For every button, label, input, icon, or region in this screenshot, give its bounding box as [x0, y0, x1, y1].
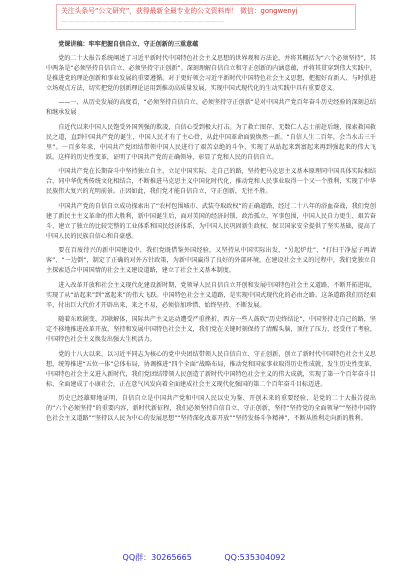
- paragraph: 自近代以来中国人民饱受外国列强的欺凌，自信心受到极大打击。为了救亡图存，无数仁人志士前赴后继，探索救国救民之道，直到中国共产党的诞生，中国人民才有了主心骨，从此中国革命面貌焕然一新。“自信人生二百年，会当水击三千里”。一百多年来，中国共产党团结带领中国人民进行了艰苦卓绝的斗争，实现了从站起来到富起来再到强起来的伟大飞跃。这样的历史性变革，证明了中国共产党的正确领导，彰显了党和人民的自信自立。: [46, 123, 376, 161]
- paragraph: 要在百废待兴的新中国建设中，我们党既借鉴外国经验，又坚持从中国实际出发，“另起炉灶”、“打扫干净屋子再请客”、“一边倒”，制定了正确的对外方针政策，为新中国赢得了良好的外部环境，在建设社会主义的过程中，我们党独立自主探索适合中国国情的社会主义建设道路，建立了社会主义基本制度。: [46, 247, 376, 275]
- document-title: 党课讲稿：牢牢把握自信自立、守正创新的三重意蕴: [58, 41, 199, 48]
- banner-rule: ————————————————————————: [61, 18, 225, 26]
- paragraph: 党的二十大报告系统阐述了习近平新时代中国特色社会主义思想的世界观和方法论，并将其概括为“六个必须坚持”，其中两条是“必须坚持自信自立、必须坚持守正创新”。深刻理解自信自立和守正创新的内涵意蕴，并将其贯穿到伟大实践中，是推进党的理论创新和事业发展的重要遵循。对于更好领会习近平新时代中国特色社会主义思想，把握好育新人、与时俱进立场观点方法，切实把党的创新理论运用到推动高质量发展、实现中国式现代化的生动实践中具有重要意义。: [46, 54, 376, 92]
- paragraph: 随着东欧剧变、苏联解体，国际共产主义运动遭受严重挫折，西方一些人鼓吹“历史终结论”，中国坚持走自己的路，坚定不移地推进改革开放，坚持和发展中国特色社会主义，我们党在关键时刻保持了清醒头脑，顶住了压力，经受住了考验，中国特色社会主义焕发出强大生机活力。: [46, 316, 376, 344]
- footer-contact: [0, 552, 408, 563]
- paragraph: 党的十八大以来，以习近平同志为核心的党中央团结带领人民自信自立、守正创新，创立了新时代中国特色社会主义思想，统筹推进“五位一体”总体布局，协调推进“四个全面”战略布局，推动党和国家事业取得历史性成就、发生历史性变革，中国特色社会主义进入新时代，我们党团结带领人民创造了新时代中国特色社会主义的伟大成就，实现了第一个百年奋斗目标，全面建成了小康社会，正在意气风发向着全面建成社会主义现代化强国的第二个百年奋斗目标迈进。: [46, 350, 376, 388]
- section-heading: ——一、从历史发展的高度看，“必须坚持自信自立、必须坚持守正创新”是对中国共产党百年奋斗历史经验的深刻总结和继承发展: [46, 99, 376, 117]
- paragraph: 中国共产党在长期奋斗中坚持独立自主，立足中国实际，走自己的路，坚持把马克思主义基本原理同中国具体实际相结合、同中华优秀传统文化相结合，不断推进马克思主义中国化时代化，推动党和人民事业取得一个又一个胜利，实现了中华民族伟大复兴的光明前景。正因如此，我们党才能自信自立，守正创新，无往不胜。: [46, 168, 376, 196]
- banner-promo-text: 关注头条号“公文研究”，获得最新全最专业的公文资料库！ 微信：gongwenyj: [61, 7, 298, 15]
- paragraph: 历史已经雄辩地证明，自信自立是中国共产党和中国人民以史为鉴、开创未来的重要经验，是党的二十大报告提出的“六个必须坚持”的重要内容，新时代新征程，我们必须坚持自信自立、守正创新，坚持“坚持党的全面领导”“坚持中国特色社会主义道路”“坚持以人民为中心的发展思想”“坚持深化改革开放”“坚持发扬斗争精神”，不断从胜利走向新的胜利。: [46, 395, 376, 423]
- document-body: [46, 40, 376, 429]
- paragraph: 中国共产党的自信自立成功探索出了“农村包围城市、武装夺取政权”的正确道路，经过二十八年的浴血奋战，我们党创建了新民主主义革命的伟大胜利，新中国诞生后，面对美国的经济封锁、政治孤立、军事包围，中国人民自力更生、艰苦奋斗，建立了独立的比较完整的工业体系和国民经济体系，为中国人民巩固新生政权、保卫国家安全提供了坚实基础，提高了中国人民的民族自信心和自豪感。: [46, 202, 376, 240]
- qq-group-text: QQ群：30265665: [122, 553, 192, 562]
- header-banner: [56, 4, 356, 30]
- qq-number-text: QQ:535304092: [224, 553, 286, 562]
- paragraph: 进入改革开放和社会主义现代化建设新时期，党领导人民自信自立开创和发展中国特色社会主义道路，不断开拓进取，实现了从“站起来”到“富起来”的伟大飞跃。中国特色社会主义道路，是实现中国式现代化的必由之路。这条道路我们历经艰辛、付出巨大代价才开辟出来，来之不易，必须倍加珍惜、始终坚持、不断发展。: [46, 281, 376, 309]
